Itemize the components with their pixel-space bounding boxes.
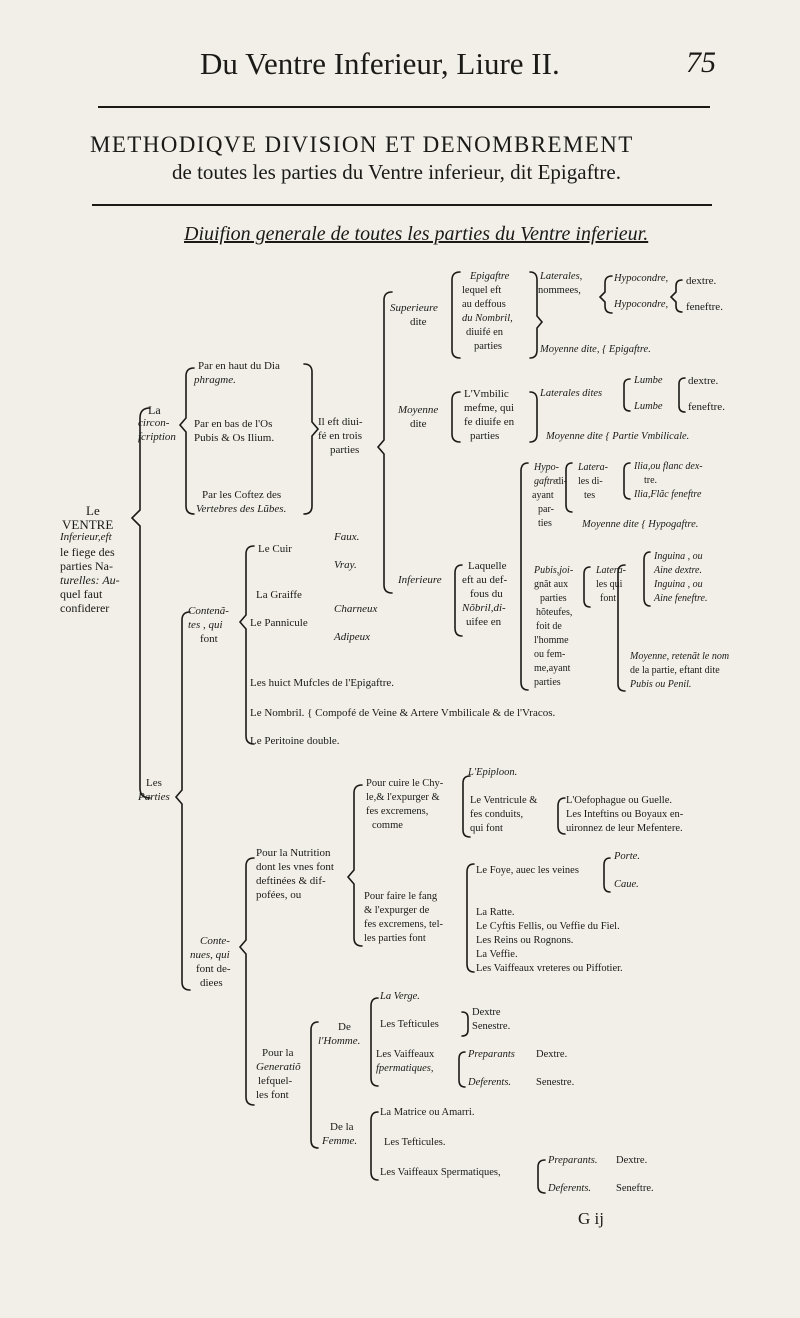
intestins: Les Inteftins ou Boyaux en- bbox=[566, 809, 684, 820]
pubis-moyenne: Moyenne, retenãt le nom bbox=[630, 651, 730, 662]
deferents-femme: Deferents. bbox=[548, 1183, 592, 1194]
root-line: turelles: Au- bbox=[60, 573, 120, 587]
chyle-label: comme bbox=[372, 820, 403, 831]
moyenne-label: dite bbox=[410, 418, 427, 430]
superieure-desc: diuifé en bbox=[466, 327, 504, 338]
vaisseaux-homme: Les Vaiffeaux bbox=[376, 1049, 435, 1060]
pannicule-label: Le Pannicule bbox=[250, 617, 308, 629]
superieure-desc: parties bbox=[474, 341, 502, 352]
oesophague: L'Oefophague ou Guelle. bbox=[566, 795, 672, 806]
root-line: le fiege des bbox=[60, 545, 115, 559]
generation-label: les font bbox=[256, 1089, 289, 1101]
sang-label: & l'expurger de bbox=[364, 905, 430, 916]
pubis-moyenne: Pubis ou Penil. bbox=[630, 679, 692, 690]
hypo-laterales: les di- bbox=[578, 476, 603, 487]
hypogastre-moyenne: Moyenne dite { Hypogaftre. bbox=[582, 519, 699, 530]
ventricule: Le Ventricule & bbox=[470, 795, 538, 806]
pubis-label: Pubis,joi- bbox=[534, 565, 574, 576]
limit-top: Par en haut du Dia bbox=[198, 360, 280, 372]
side-senestre: feneftre. bbox=[686, 301, 723, 313]
signature-mark: G ij bbox=[578, 1209, 604, 1228]
bracket-nutrition bbox=[348, 785, 362, 946]
sang-label: fes excremens, tel- bbox=[364, 919, 444, 930]
bracket-chyle bbox=[463, 776, 470, 837]
cystis-fellis: Le Cyftis Fellis, ou Veffie du Fiel. bbox=[476, 921, 620, 932]
pubis-label: parties bbox=[534, 677, 561, 688]
limit-bottom: Par en bas de l'Os bbox=[194, 418, 273, 430]
pubis-label: me,ayant bbox=[534, 663, 571, 674]
vaisseaux-dextre: Dextre. bbox=[536, 1049, 568, 1060]
pubis-label: l'homme bbox=[534, 635, 569, 646]
bracket-veines bbox=[604, 858, 610, 892]
root-line: VENTRE bbox=[62, 517, 114, 532]
vaisseaux-senestre: Senestre. bbox=[536, 1077, 575, 1088]
bracket-lumbe-sides bbox=[679, 378, 685, 412]
ventricule: qui font bbox=[470, 823, 503, 834]
contenantes-label: Contenã- bbox=[188, 605, 229, 617]
contenantes-label: tes , qui bbox=[188, 619, 223, 631]
nutrition-label: deftinées & dif- bbox=[256, 875, 326, 887]
vessie: La Veffie. bbox=[476, 949, 518, 960]
testicule-senestre: Senestre. bbox=[472, 1021, 511, 1032]
bracket-three-parts bbox=[378, 292, 392, 593]
inferieure-desc: fous du bbox=[470, 588, 503, 600]
bracket-femme bbox=[371, 1112, 378, 1180]
preparants-homme: Preparants bbox=[468, 1049, 515, 1060]
moyenne-moy: Moyenne dite { Partie Vmbilicale. bbox=[546, 431, 690, 442]
ilia-dextre: tre. bbox=[644, 475, 658, 486]
nombril-label: Le Nombril. { Compofé de Veine & Artere Vmbilicale & de l'Vracos. bbox=[250, 707, 556, 719]
superieure-desc: Epigaftre bbox=[470, 271, 510, 282]
hypogastre-label: ayant bbox=[532, 490, 554, 501]
pubis-label: foit de bbox=[536, 621, 562, 632]
bracket-contenues bbox=[240, 858, 254, 1105]
bracket-hypogastre bbox=[566, 463, 572, 512]
parties-label: Les bbox=[146, 777, 162, 789]
inferieure-desc: uifee en bbox=[466, 616, 502, 628]
limit-sides: Vertebres des Lũbes. bbox=[196, 503, 287, 515]
pubis-laterales: les qui bbox=[596, 579, 623, 590]
sang-label: les parties font bbox=[364, 933, 426, 944]
matrice: La Matrice ou Amarri. bbox=[380, 1107, 475, 1118]
testicules-homme: Les Tefticules bbox=[380, 1019, 439, 1030]
verge: La Verge. bbox=[380, 991, 420, 1002]
bracket-moyenne-right bbox=[530, 392, 537, 442]
circonscription-label: fcription bbox=[138, 431, 176, 443]
hypogastre-label: ties bbox=[538, 518, 552, 529]
pubis-moyenne: de la partie, eftant dite bbox=[630, 665, 720, 676]
bracket-sang-organes bbox=[467, 864, 474, 972]
subtitle: Diuifion generale de toutes les parties du Ventre inferieur. bbox=[184, 223, 649, 245]
inguina-dextre: Aine dextre. bbox=[654, 565, 702, 576]
circonscription-label: La bbox=[148, 403, 161, 417]
generation-label: lefquel- bbox=[258, 1075, 293, 1087]
homme-label: l'Homme. bbox=[318, 1035, 361, 1047]
hypocondre-senestre: Hypocondre, bbox=[614, 299, 669, 310]
superieure-label: Superieure bbox=[390, 302, 438, 314]
bracket-inferieure-desc bbox=[455, 565, 462, 636]
superieure-label: dite bbox=[410, 316, 427, 328]
muscles-label: Les huict Mufcles de l'Epigaftre. bbox=[250, 677, 395, 689]
circonscription-label: circon- bbox=[138, 417, 170, 429]
main-title: METHODIQVE DIVISION ET DENOMBREMENT bbox=[90, 132, 634, 157]
generation-label: Pour la bbox=[262, 1047, 294, 1059]
testicules-femme: Les Tefticules. bbox=[384, 1137, 446, 1148]
limit-bottom: Pubis & Os Ilium. bbox=[194, 432, 275, 444]
bracket-superieure bbox=[452, 272, 460, 358]
bracket-circonscription bbox=[180, 368, 194, 514]
bracket-vaisseaux-homme bbox=[459, 1052, 465, 1087]
epiploon: L'Epiploon. bbox=[468, 767, 518, 778]
page-number: 75 bbox=[686, 46, 716, 79]
contenues-label: font de- bbox=[196, 963, 231, 975]
nutrition-label: pofées, ou bbox=[256, 889, 302, 901]
preparants-femme: Preparants. bbox=[548, 1155, 598, 1166]
chyle-label: Pour cuire le Chy- bbox=[366, 778, 444, 789]
bracket-parties bbox=[176, 612, 190, 990]
limit-sides: Par les Coftez des bbox=[202, 489, 282, 501]
moyenne-desc: L'Vmbilic bbox=[464, 388, 509, 400]
pubis-label: ou fem- bbox=[534, 649, 566, 660]
laterales-sup: Laterales, bbox=[540, 271, 583, 282]
bracket-moyenne-desc bbox=[452, 392, 460, 442]
side-senestre: feneftre. bbox=[688, 401, 725, 413]
reins: Les Reins ou Rognons. bbox=[476, 935, 574, 946]
bracket-root bbox=[132, 408, 150, 798]
pannicule-charneux: Charneux bbox=[334, 603, 378, 615]
moyenne-desc: parties bbox=[470, 430, 500, 442]
division-text: parties bbox=[330, 444, 360, 456]
peritoine-label: Le Peritoine double. bbox=[250, 735, 340, 747]
ratte: La Ratte. bbox=[476, 907, 515, 918]
foye: Le Foye, auec les veines bbox=[476, 865, 579, 876]
bracket-generation bbox=[311, 1022, 318, 1148]
cuir-faux: Faux. bbox=[334, 531, 360, 543]
division-text: fé en trois bbox=[318, 430, 362, 442]
hypogastre-label: gaftre bbox=[534, 476, 558, 487]
bracket-testicules-homme bbox=[462, 1012, 468, 1036]
pubis-label: hõteufes, bbox=[536, 607, 573, 618]
sang-label: Pour faire le fang bbox=[364, 891, 438, 902]
pubis-label: gnãt aux bbox=[534, 579, 569, 590]
nutrition-label: Pour la Nutrition bbox=[256, 847, 331, 859]
cuir-label: Le Cuir bbox=[258, 543, 292, 555]
femme-label: Femme. bbox=[322, 1135, 358, 1147]
inguina-senestre: Inguina , ou bbox=[654, 579, 703, 590]
chyle-label: le,& l'expurger & bbox=[366, 792, 440, 803]
contenues-label: nues, qui bbox=[190, 949, 230, 961]
bracket-hypocondre bbox=[671, 280, 682, 312]
homme-label: De bbox=[338, 1021, 351, 1033]
graisse-label: La Graiffe bbox=[256, 589, 302, 601]
root-line: Le bbox=[86, 503, 100, 518]
chyle-label: fes excremens, bbox=[366, 806, 429, 817]
contenues-label: Conte- bbox=[200, 935, 230, 947]
laterales-sup: nommees, bbox=[538, 285, 581, 296]
cuir-vray: Vray. bbox=[334, 559, 357, 571]
inferieure-desc: eft au def- bbox=[462, 574, 508, 586]
superieure-desc: du Nombril, bbox=[462, 313, 513, 324]
root-line: Inferieur,eft bbox=[60, 531, 112, 543]
femme-label: De la bbox=[330, 1121, 354, 1133]
pannicule-adipeux: Adipeux bbox=[334, 631, 371, 643]
moyenne-label: Moyenne bbox=[398, 404, 439, 416]
moyenne-sup: Moyenne dite, { Epigaftre. bbox=[540, 344, 651, 355]
superieure-desc: au deffous bbox=[462, 299, 506, 310]
inguina-senestre: Aine feneftre. bbox=[654, 593, 708, 604]
bracket-inguina bbox=[644, 552, 650, 606]
root-line: parties Na- bbox=[60, 559, 113, 573]
vaisseaux-homme: fpermatiques, bbox=[376, 1063, 434, 1074]
veine-caue: Caue. bbox=[614, 879, 639, 890]
intestins: uironnez de leur Mefentere. bbox=[566, 823, 683, 834]
deferents-homme: Deferents. bbox=[468, 1077, 512, 1088]
main-title-line2: de toutes les parties du Ventre inferieur, dit Epigaftre. bbox=[172, 160, 621, 184]
hypo-laterales: tes bbox=[584, 490, 596, 501]
inferieure-desc: Laquelle bbox=[468, 560, 507, 572]
bracket-division-right bbox=[304, 364, 318, 514]
running-title: Du Ventre Inferieur, Liure II. bbox=[200, 46, 560, 81]
pubis-laterales: font bbox=[600, 593, 617, 604]
pubis-label: parties bbox=[540, 593, 567, 604]
limit-top: phragme. bbox=[194, 374, 236, 386]
side-dextre: dextre. bbox=[688, 375, 719, 387]
nutrition-label: dont les vnes font bbox=[256, 861, 334, 873]
hypogastre-label: par- bbox=[538, 504, 554, 515]
bracket-lumbe bbox=[624, 379, 630, 411]
vaisseaux-femme: Les Vaiffeaux Spermatiques, bbox=[380, 1167, 501, 1178]
contenantes-label: font bbox=[200, 633, 218, 645]
hypogastre-label: di- bbox=[556, 476, 568, 487]
hypocondre-dextre: Hypocondre, bbox=[614, 273, 669, 284]
ureteres: Les Vaiffeaux vreteres ou Piffotier. bbox=[476, 963, 623, 974]
inferieure-desc: Nõbril,di- bbox=[462, 602, 506, 614]
lumbe-senestre: Lumbe bbox=[634, 401, 663, 412]
bracket-vaisseaux-femme bbox=[538, 1160, 545, 1193]
laterales-moy: Laterales dites bbox=[540, 388, 603, 399]
veine-porte: Porte. bbox=[614, 851, 640, 862]
femme-vaisseaux-dextre: Dextre. bbox=[616, 1155, 648, 1166]
bracket-conduits bbox=[558, 798, 565, 834]
generation-label: Generatiõ bbox=[256, 1061, 301, 1073]
hypogastre-label: Hypo- bbox=[534, 462, 559, 473]
bracket-pubis bbox=[584, 567, 590, 607]
lumbe-dextre: Lumbe bbox=[634, 375, 663, 386]
bracket-hypo-laterales bbox=[624, 463, 630, 499]
moyenne-desc: mefme, qui bbox=[464, 402, 515, 414]
contenues-label: diees bbox=[200, 977, 223, 989]
ilia-dextre: Ilia,ou flanc dex- bbox=[634, 461, 703, 472]
pubis-laterales: Latera- bbox=[596, 565, 626, 576]
ilia-senestre: Ilia,Flãc feneftre bbox=[634, 489, 702, 500]
bracket-inferieure-parts bbox=[521, 463, 528, 690]
hypo-laterales: Latera- bbox=[578, 462, 608, 473]
side-dextre: dextre. bbox=[686, 275, 717, 287]
moyenne-desc: fe diuife en bbox=[464, 416, 515, 428]
root-line: quel faut bbox=[60, 587, 103, 601]
inguina-dextre: Inguina , ou bbox=[654, 551, 703, 562]
division-text: Il eft diui- bbox=[318, 416, 363, 428]
superieure-desc: lequel eft bbox=[462, 285, 502, 296]
ventricule: fes conduits, bbox=[470, 809, 524, 820]
bracket-laterales-sup bbox=[600, 276, 612, 313]
parties-label: Parties bbox=[138, 791, 170, 803]
root-line: confiderer bbox=[60, 601, 110, 615]
femme-vaisseaux-senestre: Seneftre. bbox=[616, 1183, 654, 1194]
testicule-dextre: Dextre bbox=[472, 1007, 501, 1018]
inferieure-label: Inferieure bbox=[398, 574, 442, 586]
